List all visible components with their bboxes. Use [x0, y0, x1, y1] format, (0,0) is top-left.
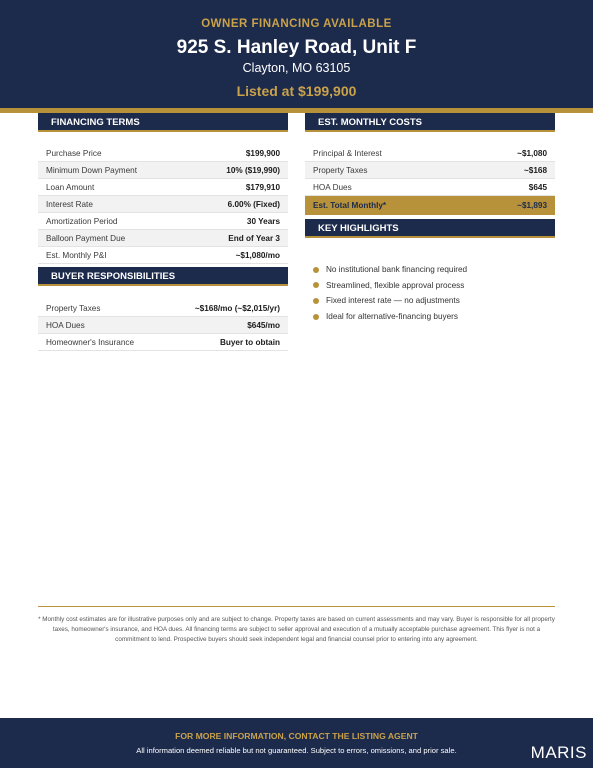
- total-value: ~$1,893: [517, 201, 547, 210]
- highlight-text: Fixed interest rate — no adjustments: [326, 296, 460, 306]
- table-row: [38, 162, 288, 179]
- highlight-text: Streamlined, flexible approval process: [326, 280, 465, 290]
- highlights-list: [313, 262, 553, 324]
- total-label: Est. Total Monthly*: [313, 201, 387, 210]
- row-label: Homeowner's Insurance: [46, 338, 135, 347]
- row-value: $645: [528, 183, 547, 192]
- row-label: Minimum Down Payment: [46, 166, 137, 175]
- row-value: ~$1,080: [517, 149, 547, 158]
- row-label: Amortization Period: [46, 217, 118, 226]
- table-row: [38, 213, 288, 230]
- row-value: ~$1,080/mo: [235, 251, 280, 260]
- row-value: 6.00% (Fixed): [227, 200, 280, 209]
- row-label: Principal & Interest: [313, 149, 382, 158]
- list-item: [313, 293, 553, 309]
- header-banner: [0, 0, 593, 108]
- table-row: [305, 179, 555, 196]
- row-label: Loan Amount: [46, 183, 95, 192]
- row-value: End of Year 3: [228, 234, 280, 243]
- list-item: [313, 262, 553, 278]
- row-label: Interest Rate: [46, 200, 93, 209]
- financing-terms-table: [38, 145, 288, 264]
- table-row: [38, 300, 288, 317]
- row-label: HOA Dues: [313, 183, 352, 192]
- disclaimer-divider: [38, 606, 555, 607]
- financing-terms-heading: FINANCING TERMS: [38, 113, 288, 132]
- row-label: HOA Dues: [46, 321, 85, 330]
- row-label: Est. Monthly P&I: [46, 251, 107, 260]
- table-row: [38, 230, 288, 247]
- table-row: [38, 196, 288, 213]
- footer-banner: [0, 718, 593, 768]
- bullet-dot-icon: [313, 282, 319, 288]
- row-value: 30 Years: [246, 217, 280, 226]
- table-row: [38, 334, 288, 351]
- bullet-dot-icon: [313, 314, 319, 320]
- table-row: [38, 317, 288, 334]
- owner-financing-eyebrow: OWNER FINANCING AVAILABLE: [201, 18, 392, 30]
- table-row: [305, 162, 555, 179]
- disclaimer-text: * Monthly cost estimates are for illustrative purposes only and are subject to change. Property taxes are based on current assessments and may vary. Buyer is responsible for all property taxes, homeowner's insurance, and HOA dues. All financing terms are subject to seller approval and execution of a mutually acceptable purchase agreement. This flyer is not a commitment to lend. Prospective buyers should seek independent legal and financial counsel prior to entering into any agreement.: [38, 616, 555, 643]
- property-address-title: 925 S. Hanley Road, Unit F: [176, 37, 417, 58]
- total-monthly-row: [305, 196, 555, 215]
- list-item: [313, 309, 553, 325]
- table-row: [38, 179, 288, 196]
- table-row: [305, 145, 555, 162]
- contact-agent-cta: FOR MORE INFORMATION, CONTACT THE LISTING AGENT: [175, 731, 418, 741]
- row-label: Balloon Payment Due: [46, 234, 126, 243]
- table-row: [38, 145, 288, 162]
- bullet-dot-icon: [313, 267, 319, 273]
- property-city-subtitle: Clayton, MO 63105: [242, 61, 351, 75]
- key-highlights-heading: KEY HIGHLIGHTS: [305, 219, 555, 238]
- highlight-text: No institutional bank financing required: [326, 265, 468, 275]
- row-value: $179,910: [245, 183, 280, 192]
- row-label: Property Taxes: [313, 166, 368, 175]
- row-value: Buyer to obtain: [219, 338, 280, 347]
- row-value: $199,900: [245, 149, 280, 158]
- list-item: [313, 278, 553, 294]
- table-row: [38, 247, 288, 264]
- row-value: 10% ($19,990): [226, 166, 280, 175]
- row-label: Property Taxes: [46, 304, 101, 313]
- maris-logo: MARIS: [530, 743, 587, 762]
- row-label: Purchase Price: [46, 149, 102, 158]
- listing-price: Listed at $199,900: [236, 83, 357, 99]
- reliability-note: All information deemed reliable but not guaranteed. Subject to errors, omissions, and prior sale.: [136, 746, 457, 755]
- row-value: ~$168/mo (~$2,015/yr): [194, 304, 280, 313]
- buyer-responsibilities-table: [38, 300, 288, 351]
- monthly-costs-heading: EST. MONTHLY COSTS: [305, 113, 555, 132]
- highlight-text: Ideal for alternative-financing buyers: [326, 312, 458, 322]
- bullet-dot-icon: [313, 298, 319, 304]
- row-value: ~$168: [524, 166, 547, 175]
- monthly-costs-table: [305, 145, 555, 215]
- buyer-responsibilities-heading: BUYER RESPONSIBILITIES: [38, 267, 288, 286]
- row-value: $645/mo: [247, 321, 280, 330]
